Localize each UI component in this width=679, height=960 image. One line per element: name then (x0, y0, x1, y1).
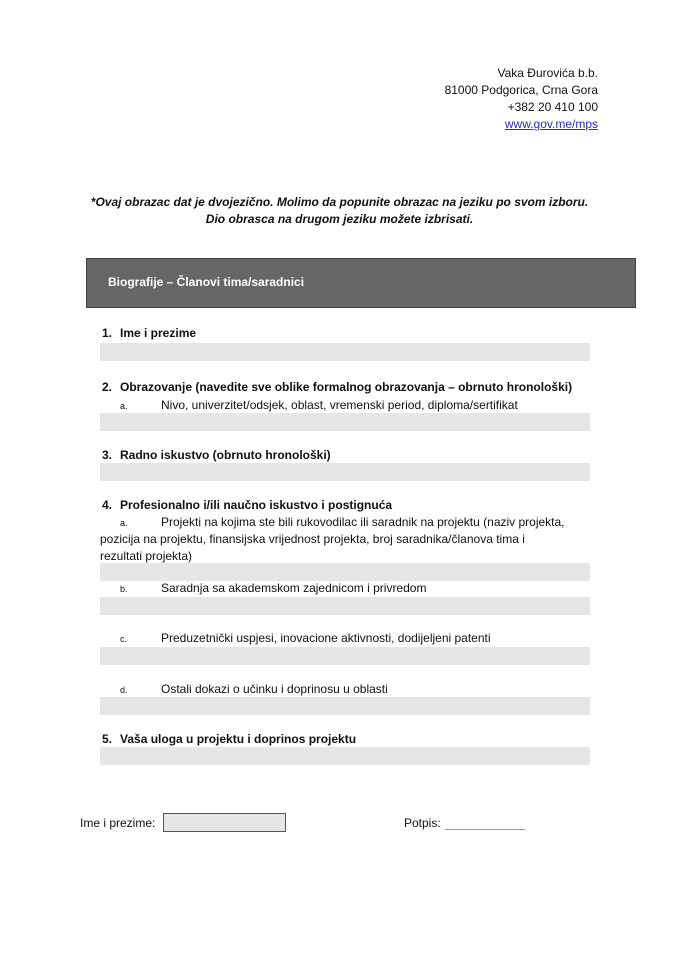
cooperation-field[interactable] (100, 597, 590, 615)
notice-line-1: *Ovaj obrazac dat je dvojezično. Molimo da popunite obrazac na jeziku po svom izboru. (90, 195, 589, 209)
item-4a: a. Projekti na kojima ste bili rukovodilac ili saradnik na projektu (naziv projekta, (120, 515, 565, 529)
item-4-heading: 4. Profesionalno i/ili naučno iskustvo i postignuća (102, 498, 393, 512)
item-4c: c. Preduzetnički uspjesi, inovacione aktivnosti, dodijeljeni patenti (120, 631, 491, 645)
notice-line-2: Dio obrasca na drugom jeziku možete izbrisati. (205, 212, 474, 226)
projects-field[interactable] (100, 563, 590, 581)
item-4b: b. Saradnja sa akademskom zajednicom i privredom (120, 581, 427, 595)
item-4d: d. Ostali dokazi o učinku i doprinosu u oblasti (120, 682, 388, 696)
section-title: Biografije – Članovi tima/saradnici (108, 275, 305, 289)
footer-name-input[interactable] (163, 813, 286, 832)
item-2-heading: 2. Obrazovanje (navedite sve oblike formalnog obrazovanja – obrnuto hronološki) (102, 380, 573, 394)
item-3-heading: 3. Radno iskustvo (obrnuto hronološki) (102, 448, 331, 462)
education-field[interactable] (100, 413, 590, 431)
other-evidence-field[interactable] (100, 697, 590, 715)
item-2a: a. Nivo, univerzitet/odsjek, oblast, vremenski period, diploma/sertifikat (120, 398, 518, 412)
role-field[interactable] (100, 747, 590, 765)
address-city: 81000 Podgorica, Crna Gora (444, 83, 598, 97)
signature-line[interactable] (445, 829, 525, 830)
item-4a-cont-2: rezultati projekta) (100, 549, 193, 563)
name-field[interactable] (100, 343, 590, 361)
footer-name-label: Ime i prezime: (80, 816, 156, 830)
address-street: Vaka Đurovića b.b. (497, 66, 598, 80)
item-1-heading: 1. Ime i prezime (102, 326, 197, 340)
signature-label: Potpis: (404, 816, 441, 830)
item-4a-cont-1: pozicija na projektu, finansijska vrijednost projekta, broj saradnika/članova tima i (100, 532, 525, 546)
section-header (86, 258, 636, 308)
address-phone: +382 20 410 100 (507, 100, 598, 114)
website-link[interactable]: www.gov.me/mps (504, 117, 598, 131)
entrepreneurship-field[interactable] (100, 647, 590, 665)
item-5-heading: 5. Vaša uloga u projektu i doprinos projektu (102, 732, 357, 746)
work-experience-field[interactable] (100, 463, 590, 481)
